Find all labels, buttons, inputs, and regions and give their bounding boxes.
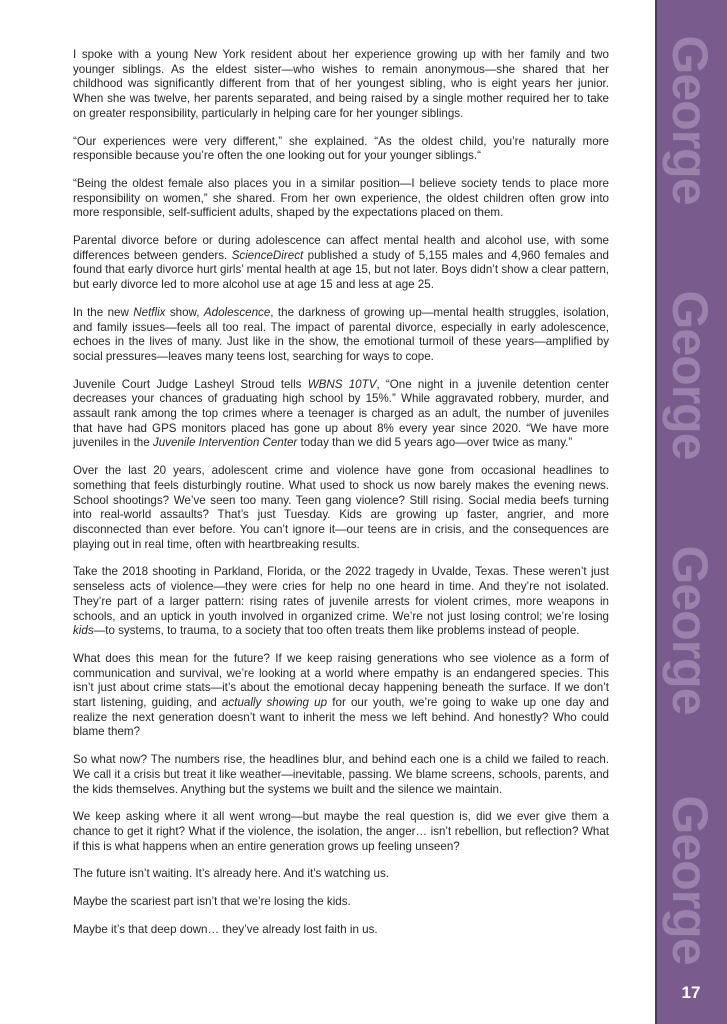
text-run: The future isn’t waiting. It’s already here. And it’s watching us.	[73, 867, 389, 881]
text-run: Take the 2018 shooting in Parkland, Florida, or the 2022 tragedy in Uvalde, Texas. These weren’t just senseless acts of violence—they were cries for help no one heard in time. And they’re not isolated. They’re part of a larger pattern: rising rates of juvenile arrests for violent crimes, more weapons in schools, and an uptick in youth involved in organized crime. We’re not just losing control; we’re losing	[73, 565, 609, 623]
italic-text: WBNS 10TV	[307, 377, 377, 391]
article-paragraph	[73, 464, 609, 552]
text-run: today than we did 5 years ago—over twice as many.”	[297, 436, 573, 450]
article-paragraph	[73, 565, 609, 639]
text-run: published a study of 5,155 males and 4,960 females and found that early divorce hurt girls’ mental health at age 15, but not later. Boys didn’t show a clear pattern, but early divorce led to more alcohol use at age 15 and less at age 25.	[73, 248, 609, 292]
article-paragraph	[73, 48, 609, 122]
text-run: I spoke with a young New York resident about her experience growing up with her family and two younger siblings. As the eldest sister—who wishes to remain anonymous—she shared that her childhood was significantly different from that of her youngest sibling, who is eight years her junior. When she was twelve, her parents separated, and being raised by a single mother required her to take on greater responsibility, particularly in helping care for her younger siblings.	[73, 48, 609, 120]
text-run: “Being the oldest female also places you in a similar position—I believe society tends to place more responsibility on women,” she shared. From her own experience, the oldest children often grow into more responsible, self-sufficient adults, shaped by the expectations placed on them.	[73, 176, 609, 220]
text-run: What does this mean for the future? If we keep raising generations who see violence as a form of communication and survival, we’re looking at a world where empathy is an endangered species. This isn’t just about crime stats—it’s about the emotional decay happening beneath the surface. If we don’t start listening, guiding, and	[73, 651, 609, 710]
article-paragraph	[73, 177, 609, 221]
article-paragraph	[73, 306, 609, 365]
text-run: Juvenile Court Judge Lasheyl Stroud tells	[73, 377, 308, 391]
page-number: 17	[681, 983, 701, 1002]
italic-text: Adolescence	[203, 305, 271, 319]
text-run: Maybe it’s that deep down… they’ve already lost faith in us.	[73, 922, 378, 936]
text-run: Maybe the scariest part isn’t that we’re losing the kids.	[73, 895, 351, 909]
text-run: Parental divorce before or during adolescence can affect mental health and alcohol use, with some differences between genders.	[73, 234, 609, 262]
text-run: for our youth, we’re going to wake up one day and realize the next generation doesn’t want to inherit the mess we left behind. And honestly? Who could blame them?	[73, 696, 610, 739]
text-run: We keep asking where it all went wrong—but maybe the real question is, did we ever give them a chance to get it right? What if the violence, the isolation, the anger… isn’t rebellion, but reflection? What if this is what happens when an entire generation grows up feeling unseen?	[73, 810, 609, 853]
article-paragraph	[73, 135, 609, 164]
text-run: —to systems, to trauma, to a society that too often treats them like problems instead of people.	[93, 624, 580, 638]
text-run: show,	[165, 305, 204, 319]
sidebar-edge-line	[655, 0, 657, 1024]
article-paragraph	[73, 378, 609, 452]
text-run: In the new	[73, 305, 134, 319]
text-run: “Our experiences were very different,” she explained. “As the oldest child, you’re naturally more responsible because you’re often the one looking out for your younger siblings.“	[73, 134, 609, 163]
text-run: , “One night in a juvenile detention center decreases your chances of graduating high school by 15%.” While aggravated robbery, murder, and assault rank among the top crimes where a teenager is charged as an adult, the number of juveniles that have had GPS monitors placed has gone up about 8% every year since 2020. “We have more juveniles in the	[73, 377, 610, 450]
italic-text: kids	[73, 624, 94, 638]
article-paragraph	[73, 923, 609, 938]
italic-text: actually showing up	[221, 696, 328, 710]
text-run: So what now? The numbers rise, the headlines blur, and behind each one is a child we failed to reach. We call it a crisis but treat it like weather—inevitable, passing. We blame screens, schools, parents, and the kids themselves. Anything but the systems we built and the silence we maintain.	[73, 753, 609, 796]
italic-text: ScienceDirect	[231, 248, 304, 262]
article-paragraph	[73, 895, 609, 910]
article-paragraph	[73, 753, 609, 797]
text-run: Over the last 20 years, adolescent crime and violence have gone from occasional headlines to something that feels disturbingly routine. What used to shock us now barely makes the evening news. School shootings? We’ve seen too many. Teen gang violence? Still rising. Social media beefs turning into real-world assaults? That’s just Tuesday. Kids are growing up faster, angrier, and more disconnected than ever before. You can’t ignore it—our teens are in crisis, and the consequences are playing out in real time, often with heartbreaking results.	[73, 464, 609, 551]
article-paragraph	[73, 234, 609, 293]
article-paragraph	[73, 810, 609, 854]
article-body	[73, 48, 609, 950]
article-paragraph	[73, 652, 609, 740]
italic-text: Netflix	[133, 305, 166, 319]
italic-text: Juvenile Intervention Center	[152, 436, 298, 450]
text-run: , the darkness of growing up—mental health struggles, isolation, and family issues—feels all too real. The impact of parental divorce, especially in early adolescence, echoes in the lives of many. Just like in the show, the emotional turmoil of these years—amplified by social pressures—leaves many teens lost, searching for ways to cope.	[73, 305, 609, 363]
article-paragraph	[73, 867, 609, 882]
